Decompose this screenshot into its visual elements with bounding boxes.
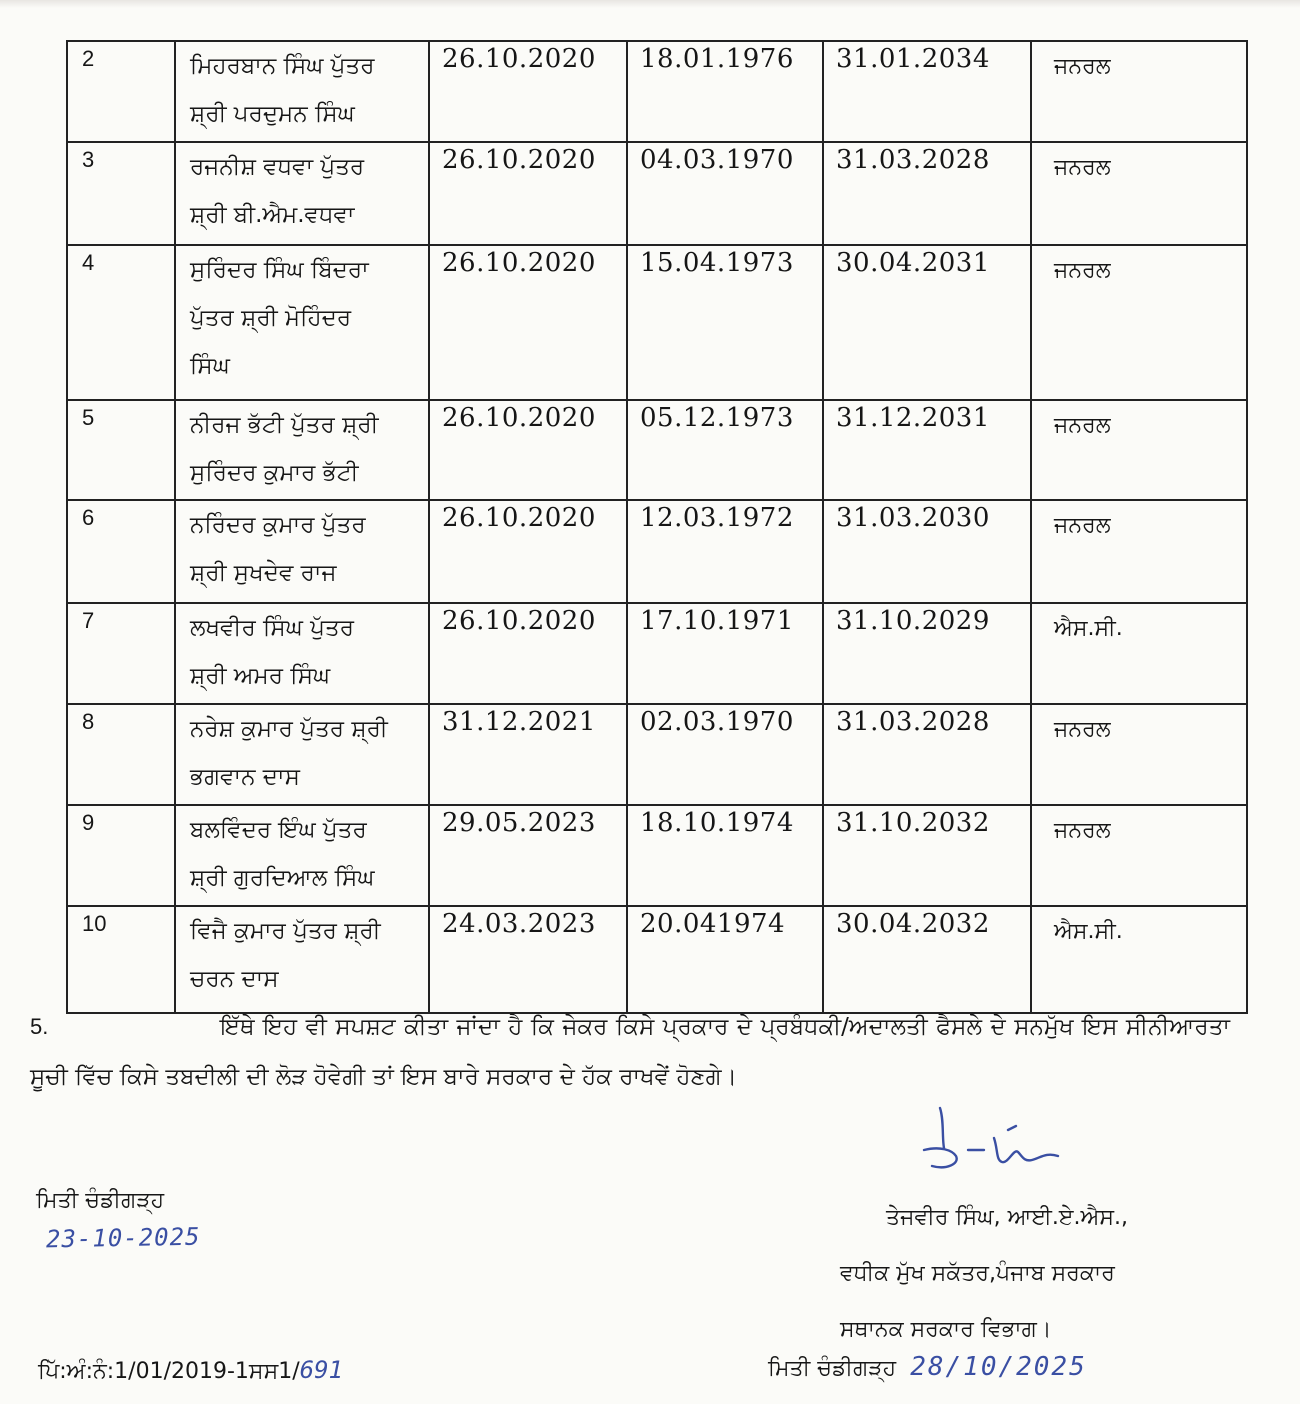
birth-date: 12.03.1972: [640, 503, 794, 533]
category: ਜਨਰਲ: [1054, 155, 1111, 180]
appointment-date: 29.05.2023: [442, 808, 596, 838]
right-date-label: ਮਿਤੀ ਚੰਡੀਗੜ੍ਹ: [768, 1356, 897, 1381]
date-cell: [429, 400, 627, 500]
date-cell: [823, 500, 1031, 603]
date-cell: [627, 603, 823, 704]
name-line: ਸਿੰਘ: [190, 353, 230, 379]
appointment-date: 26.10.2020: [442, 145, 596, 175]
category: ਜਨਰਲ: [1054, 54, 1111, 79]
birth-date: 05.12.1973: [640, 403, 794, 433]
appointment-date: 26.10.2020: [442, 248, 596, 278]
name-line: ਪੁੱਤਰ ਸ਼੍ਰੀ ਮੋਹਿੰਦਰ: [190, 305, 352, 331]
retirement-date: 31.03.2028: [836, 145, 990, 175]
date-cell: [429, 245, 627, 400]
retirement-date: 30.04.2031: [836, 248, 990, 278]
table-row: [67, 400, 1247, 500]
clause-text: ਇੱਥੇ ਇਹ ਵੀ ਸਪਸ਼ਟ ਕੀਤਾ ਜਾਂਦਾ ਹੈ ਕਿ ਜੇਕਰ ਕਿਸੇ ਪ੍ਰਕਾਰ ਦੇ ਪ੍ਰਬੰਧਕੀ/ਅਦਾਲਤੀ ਫੈਸਲੇ ਦੇ ਸਨਮੁੱਖ ਇਸ ਸੀਨੀਆਰਤਾ ਸੂਚੀ ਵਿੱਚ ਕਿਸੇ ਤਬਦੀਲੀ ਦੀ ਲੋੜ ਹੋਵੇਗੀ ਤਾਂ ਇਸ ਬਾਰੇ ਸਰਕਾਰ ਦੇ ਹੱਕ ਰਾਖਵੇਂ ਹੋਣਗੇ।: [30, 1014, 1230, 1090]
birth-date: 20.041974: [640, 909, 786, 939]
date-cell: [429, 41, 627, 142]
name-line: ਨਰਿੰਦਰ ਕੁਮਾਰ ਪੁੱਤਰ: [190, 512, 366, 538]
date-cell: [429, 603, 627, 704]
appointment-date: 31.12.2021: [442, 707, 596, 737]
officer-signature-block: [840, 1190, 1240, 1358]
category-cell: [1031, 142, 1247, 245]
serial-number: 7: [82, 608, 95, 633]
name-line: ਵਿਜੈ ਕੁਮਾਰ ਪੁੱਤਰ ਸ਼੍ਰੀ: [190, 918, 381, 944]
name-cell: [175, 142, 429, 245]
serial-number: 8: [82, 709, 95, 734]
right-date: [768, 1352, 1087, 1382]
birth-date: 04.03.1970: [640, 145, 794, 175]
serial-number: 9: [82, 810, 95, 835]
serial-number: 4: [82, 250, 95, 275]
reference-number: ਪਿੱ:ਅੰ:ਨੰ:1/01/2019-1ਸਸ1/: [38, 1359, 300, 1384]
signature-scribble: [910, 1090, 1070, 1180]
date-cell: [823, 245, 1031, 400]
table-row: [67, 603, 1247, 704]
reference-handwritten-number: 691: [299, 1356, 343, 1384]
serial-number: 5: [82, 405, 95, 430]
date-cell: [627, 41, 823, 142]
name-line: ਨੀਰਜ ਭੱਟੀ ਪੁੱਤਰ ਸ਼੍ਰੀ: [190, 412, 379, 438]
birth-date: 18.01.1976: [640, 44, 794, 74]
date-cell: [823, 400, 1031, 500]
birth-date: 17.10.1971: [640, 606, 794, 636]
officer-department: ਸਥਾਨਕ ਸਰਕਾਰ ਵਿਭਾਗ।: [840, 1317, 1052, 1342]
name-line: ਸ਼੍ਰੀ ਸੁਖਦੇਵ ਰਾਜ: [190, 560, 337, 586]
name-line: ਸੁਰਿੰਦਰ ਸਿੰਘ ਬਿੰਦਰਾ: [190, 257, 369, 283]
date-cell: [823, 142, 1031, 245]
category-cell: [1031, 245, 1247, 400]
retirement-date: 31.03.2030: [836, 503, 990, 533]
date-cell: [823, 805, 1031, 906]
serial-number-cell: [67, 704, 175, 805]
category: ਐਸ.ਸੀ.: [1054, 616, 1123, 641]
category-cell: [1031, 603, 1247, 704]
left-handwritten-date: 23-10-2025: [45, 1222, 201, 1254]
date-cell: [429, 704, 627, 805]
date-cell: [823, 41, 1031, 142]
name-cell: [175, 245, 429, 400]
name-line: ਨਰੇਸ਼ ਕੁਮਾਰ ਪੁੱਤਰ ਸ਼੍ਰੀ: [190, 716, 388, 742]
serial-number-cell: [67, 805, 175, 906]
name-line: ਬਲਵਿੰਦਰ ਇੰਘ ਪੁੱਤਰ: [190, 817, 367, 843]
name-cell: [175, 41, 429, 142]
serial-number-cell: [67, 906, 175, 1013]
category: ਐਸ.ਸੀ.: [1054, 919, 1123, 944]
retirement-date: 30.04.2032: [836, 909, 990, 939]
date-cell: [627, 805, 823, 906]
date-cell: [627, 500, 823, 603]
endorsement-reference: [38, 1356, 343, 1384]
birth-date: 02.03.1970: [640, 707, 794, 737]
table-row: [67, 245, 1247, 400]
name-line: ਮਿਹਰਬਾਨ ਸਿੰਘ ਪੁੱਤਰ: [190, 53, 375, 79]
serial-number-cell: [67, 603, 175, 704]
serial-number: 2: [82, 46, 95, 71]
date-cell: [627, 906, 823, 1013]
retirement-date: 31.10.2032: [836, 808, 990, 838]
date-cell: [429, 906, 627, 1013]
serial-number: 3: [82, 147, 95, 172]
retirement-date: 31.03.2028: [836, 707, 990, 737]
name-cell: [175, 805, 429, 906]
table-row: [67, 500, 1247, 603]
date-cell: [627, 245, 823, 400]
seniority-table-container: [66, 40, 1246, 1014]
name-line: ਭਗਵਾਨ ਦਾਸ: [190, 764, 300, 790]
date-cell: [823, 704, 1031, 805]
serial-number-cell: [67, 41, 175, 142]
appointment-date: 26.10.2020: [442, 606, 596, 636]
seniority-table: [66, 40, 1248, 1014]
date-cell: [627, 142, 823, 245]
serial-number-cell: [67, 245, 175, 400]
category: ਜਨਰਲ: [1054, 413, 1111, 438]
category: ਜਨਰਲ: [1054, 258, 1111, 283]
right-handwritten-date: 28/10/2025: [910, 1352, 1087, 1382]
name-line: ਚਰਨ ਦਾਸ: [190, 966, 279, 992]
left-date-label: ਮਿਤੀ ਚੰਡੀਗੜ੍ਹ: [36, 1188, 165, 1213]
appointment-date: 26.10.2020: [442, 44, 596, 74]
date-cell: [823, 906, 1031, 1013]
name-cell: [175, 400, 429, 500]
category-cell: [1031, 500, 1247, 603]
name-cell: [175, 906, 429, 1013]
category-cell: [1031, 704, 1247, 805]
appointment-date: 24.03.2023: [442, 909, 596, 939]
birth-date: 18.10.1974: [640, 808, 794, 838]
name-cell: [175, 704, 429, 805]
appointment-date: 26.10.2020: [442, 503, 596, 533]
name-line: ਸ਼੍ਰੀ ਪਰਦੁਮਨ ਸਿੰਘ: [190, 101, 355, 127]
clause-text-block: [30, 1002, 1230, 1102]
date-cell: [429, 805, 627, 906]
date-cell: [429, 142, 627, 245]
table-row: [67, 41, 1247, 142]
name-line: ਸ਼੍ਰੀ ਬੀ.ਐਮ.ਵਧਵਾ: [190, 202, 355, 228]
category-cell: [1031, 805, 1247, 906]
birth-date: 15.04.1973: [640, 248, 794, 278]
date-cell: [823, 603, 1031, 704]
category: ਜਨਰਲ: [1054, 717, 1111, 742]
name-line: ਸ਼੍ਰੀ ਗੁਰਦਿਆਲ ਸਿੰਘ: [190, 865, 375, 891]
name-cell: [175, 603, 429, 704]
date-cell: [627, 704, 823, 805]
category: ਜਨਰਲ: [1054, 818, 1111, 843]
name-cell: [175, 500, 429, 603]
serial-number: 6: [82, 505, 95, 530]
date-cell: [429, 500, 627, 603]
retirement-date: 31.12.2031: [836, 403, 990, 433]
table-row: [67, 906, 1247, 1013]
name-line: ਰਜਨੀਸ਼ ਵਧਵਾ ਪੁੱਤਰ: [190, 154, 365, 180]
table-row: [67, 704, 1247, 805]
name-line: ਸ਼੍ਰੀ ਅਮਰ ਸਿੰਘ: [190, 663, 331, 689]
clause-number: 5.: [30, 1014, 49, 1039]
retirement-date: 31.10.2029: [836, 606, 990, 636]
category-cell: [1031, 906, 1247, 1013]
name-line: ਸੁਰਿੰਦਰ ਕੁਮਾਰ ਭੱਟੀ: [190, 460, 359, 486]
table-row: [67, 805, 1247, 906]
clause-paragraph: [30, 1002, 1230, 1102]
serial-number-cell: [67, 400, 175, 500]
table-row: [67, 142, 1247, 245]
category-cell: [1031, 400, 1247, 500]
retirement-date: 31.01.2034: [836, 44, 990, 74]
officer-name: ਤੇਜਵੀਰ ਸਿੰਘ, ਆਈ.ਏ.ਐਸ.,: [886, 1205, 1129, 1230]
officer-designation: ਵਧੀਕ ਮੁੱਖ ਸਕੱਤਰ,ਪੰਜਾਬ ਸਰਕਾਰ: [840, 1261, 1115, 1286]
category-cell: [1031, 41, 1247, 142]
serial-number: 10: [82, 911, 107, 936]
date-cell: [627, 400, 823, 500]
appointment-date: 26.10.2020: [442, 403, 596, 433]
seniority-table-body: [67, 41, 1247, 1013]
serial-number-cell: [67, 500, 175, 603]
name-line: ਲਖਵੀਰ ਸਿੰਘ ਪੁੱਤਰ: [190, 615, 354, 641]
page-top-edge: [0, 0, 1300, 8]
category: ਜਨਰਲ: [1054, 513, 1111, 538]
serial-number-cell: [67, 142, 175, 245]
